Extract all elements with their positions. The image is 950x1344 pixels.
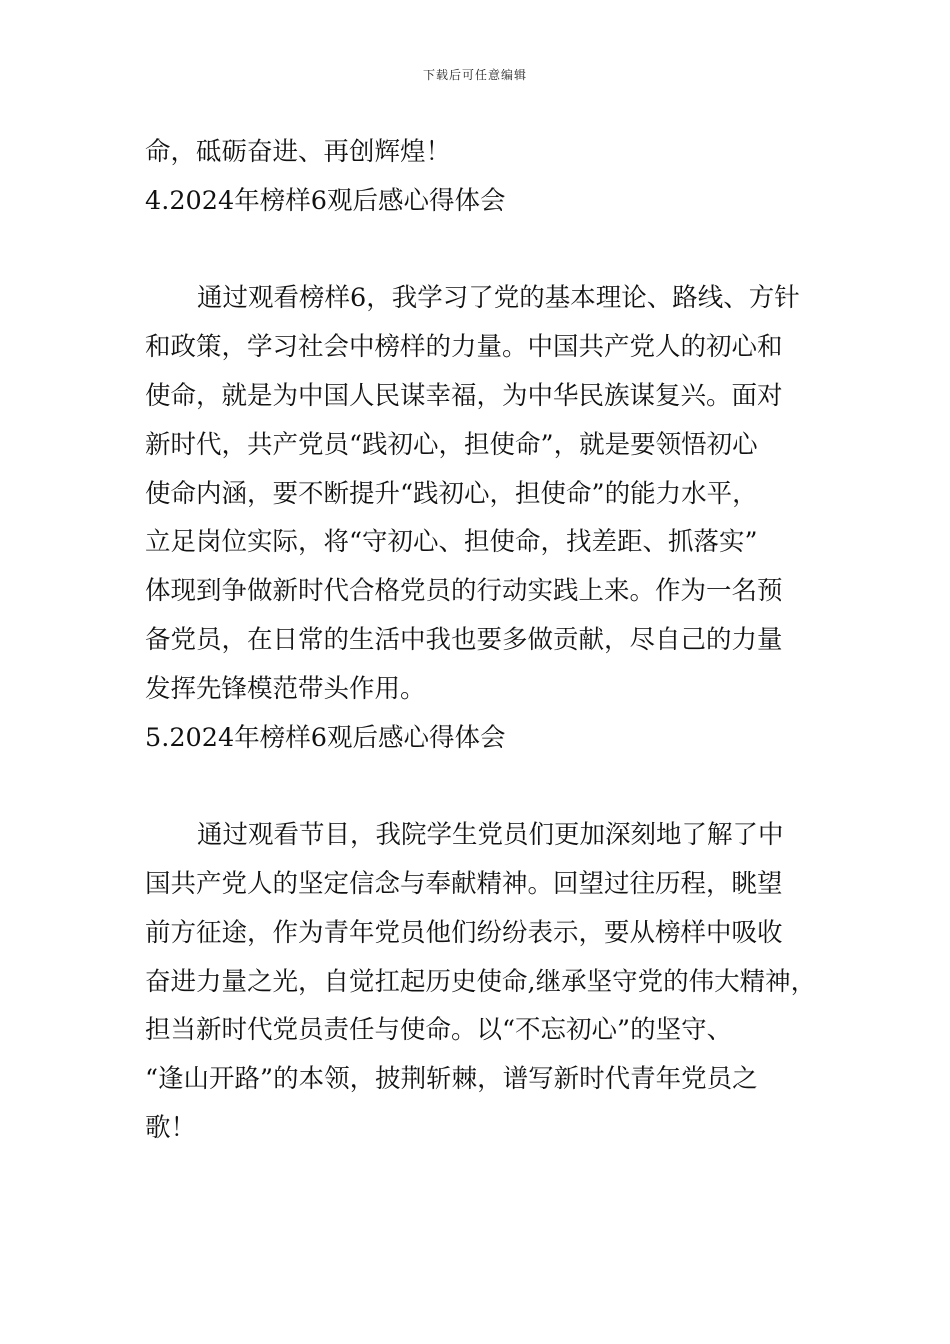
- paragraph-line: 体现到争做新时代合格党员的行动实践上来。作为一名预: [145, 576, 783, 607]
- paragraph-line: 发挥先锋模范带头作用。: [145, 673, 426, 704]
- paragraph-line: 歌！: [145, 1112, 197, 1143]
- paragraph-line: 担当新时代党员责任与使命。以“不忘初心”的坚守、: [145, 1015, 733, 1046]
- page-header: 下载后可任意编辑: [422, 68, 527, 82]
- paragraph-line: 通过观看节目，我院学生党员们更加深刻地了解了中: [197, 820, 784, 851]
- paragraph-line: 和政策，学习社会中榜样的力量。中国共产党人的初心和: [145, 332, 783, 363]
- paragraph-line: “逢山开路”的本领，披荆斩棘，谱写新时代青年党员之: [145, 1064, 758, 1095]
- paragraph-line: 使命内涵，要不断提升“践初心，担使命”的能力水平，: [145, 478, 758, 509]
- paragraph-line: 通过观看榜样6，我学习了党的基本理论、路线、方针: [197, 283, 800, 314]
- paragraph-line: 备党员，在日常的生活中我也要多做贡献，尽自己的力量: [145, 624, 783, 655]
- paragraph-line: 使命，就是为中国人民谋幸福，为中华民族谋复兴。面对: [145, 380, 783, 411]
- document-body: [145, 128, 825, 1153]
- section-heading-4: 4.2024年榜样6观后感心得体会: [145, 185, 506, 216]
- section-4-paragraph: [145, 274, 825, 713]
- blank-line: [145, 226, 825, 275]
- paragraph-line: 奋进力量之光，自觉扛起历史使命,继承坚守党的伟大精神，: [145, 966, 817, 997]
- section-heading-5: 5.2024年榜样6观后感心得体会: [145, 722, 506, 753]
- paragraph-line: 立足岗位实际，将“守初心、担使命，找差距、抓落实”: [145, 527, 758, 558]
- paragraph-line: 国共产党人的坚定信念与奉献精神。回望过往历程，眺望: [145, 868, 783, 899]
- paragraph-line: 新时代，共产党员“践初心，担使命”，就是要领悟初心: [145, 429, 758, 460]
- paragraph-line: 前方征途，作为青年党员他们纷纷表示，要从榜样中吸收: [145, 917, 783, 948]
- blank-line: [145, 762, 825, 811]
- section-5-paragraph: [145, 811, 825, 1153]
- paragraph-line: 命，砥砺奋进、再创辉煌！: [145, 137, 452, 167]
